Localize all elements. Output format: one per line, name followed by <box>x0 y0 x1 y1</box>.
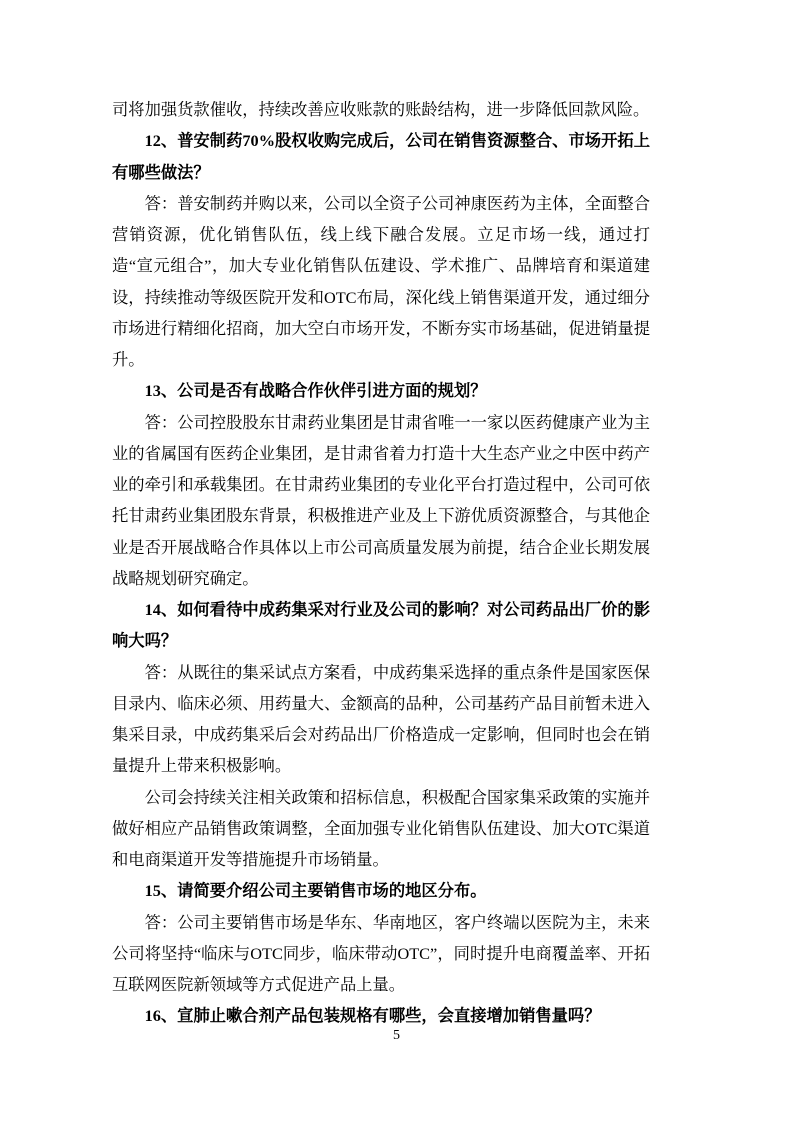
question-heading: 16、宣肺止嗽合剂产品包装规格有哪些，会直接增加销售量吗？ <box>144 1006 601 1026</box>
question-heading: 15、请简要介绍公司主要销售市场的地区分布。 <box>144 881 487 901</box>
question-heading: 12、普安制药70%股权收购完成后，公司在销售资源整合、市场开拓上有哪些做法？ <box>112 131 650 182</box>
answer-paragraph: 答：公司控股股东甘肃药业集团是甘肃省唯一一家以医药健康产业为主业的省属国有医药企业集团，是甘肃省着力打造十大生态产业之中医中药产业的牵引和承载集团。在甘肃药业集团的专业化平台打造过程中，公司可依托甘肃药业集团股东背景，积极推进产业及上下游优质资源整合，与其他企业是否开展战略合作具体以上市公司高质量发展为前提，结合企业长期发展战略规划研究确定。 <box>112 412 650 588</box>
document-content <box>112 94 650 1032</box>
page-number: 5 <box>393 1028 400 1043</box>
question-heading: 14、如何看待中成药集采对行业及公司的影响？对公司药品出厂价的影响大吗？ <box>112 600 650 651</box>
answer-paragraph: 答：普安制药并购以来，公司以全资子公司神康医药为主体，全面整合营销资源，优化销售队伍，线上线下融合发展。立足市场一线，通过打造“宣元组合”，加大专业化销售队伍建设、学术推广、品牌培育和渠道建设，持续推动等级医院开发和OTC布局，深化线上销售渠道开发，通过细分市场进行精细化招商，加大空白市场开发，不断夯实市场基础，促进销量提升。 <box>112 193 650 369</box>
question-heading: 13、公司是否有战略合作伙伴引进方面的规划？ <box>144 381 487 401</box>
answer-paragraph: 公司会持续关注相关政策和招标信息，积极配合国家集采政策的实施并做好相应产品销售政策调整，全面加强专业化销售队伍建设、加大OTC渠道和电商渠道开发等措施提升市场销量。 <box>112 787 650 869</box>
answer-paragraph: 答：公司主要销售市场是华东、华南地区，客户终端以医院为主，未来公司将坚持“临床与OTC同步，临床带动OTC”，同时提升电商覆盖率、开拓互联网医院新领域等方式促进产品上量。 <box>112 912 650 994</box>
continuation-paragraph: 司将加强货款催收，持续改善应收账款的账龄结构，进一步降低回款风险。 <box>112 100 650 119</box>
answer-paragraph: 答：从既往的集采试点方案看，中成药集采选择的重点条件是国家医保目录内、临床必须、用药量大、金额高的品种，公司基药产品目前暂未进入集采目录，中成药集采后会对药品出厂价格造成一定影响，但同时也会在销量提升上带来积极影响。 <box>112 662 650 776</box>
page-footer <box>0 1029 793 1043</box>
